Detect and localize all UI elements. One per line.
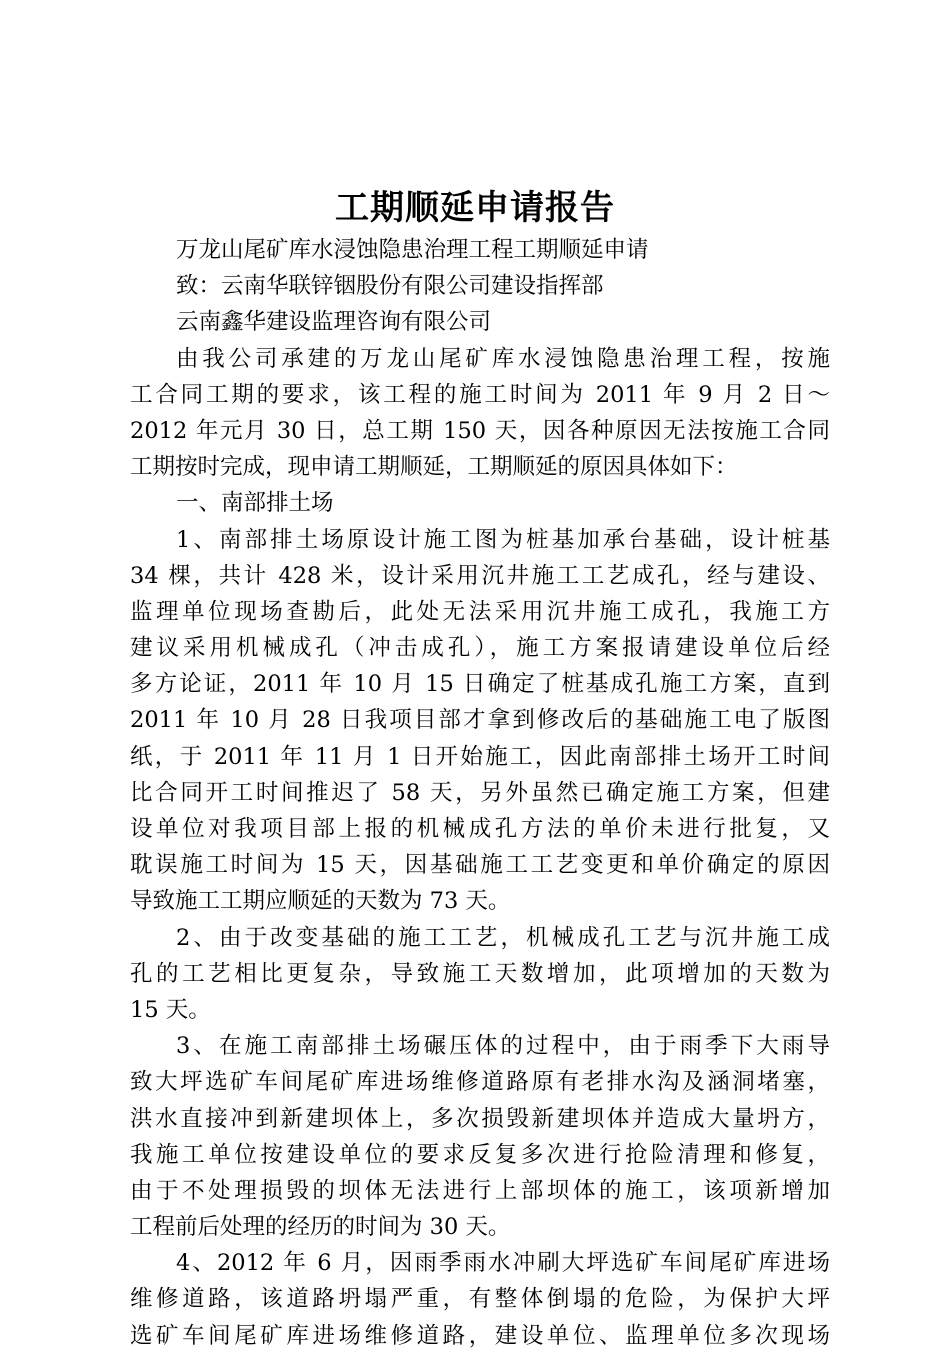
recipient-line-2: 云南鑫华建设监理咨询有限公司	[176, 309, 492, 336]
project-line: 万龙山尾矿库水浸蚀隐患治理工程工期顺延申请	[176, 237, 649, 263]
body-line: 工合同工期的要求，该工程的施工时间为 2011 年 9 月 2 日～	[130, 381, 830, 408]
body-line: 15 天。	[130, 996, 211, 1023]
body-line: 2、由于改变基础的施工工艺，机械成孔工艺与沉井施工成	[176, 924, 830, 951]
body-line: 选矿车间尾矿库进场维修道路，建设单位、监理单位多次现场	[130, 1322, 830, 1349]
body-line: 洪水直接冲到新建坝体上，多次损毁新建坝体并造成大量坍方，	[130, 1105, 830, 1132]
body-line: 工期按时完成，现申请工期顺延，工期顺延的原因具体如下：	[130, 454, 738, 481]
body-line: 由我公司承建的万龙山尾矿库水浸蚀隐患治理工程，按施	[176, 345, 830, 372]
body-line: 孔的工艺相比更复杂，导致施工天数增加，此项增加的天数为	[130, 960, 830, 987]
body-line: 比合同开工时间推迟了 58 天，另外虽然已确定施工方案，但建	[130, 779, 830, 806]
body-line: 2011 年 10 月 28 日我项目部才拿到修改后的基础施工电了版图	[130, 707, 830, 734]
body-line: 多方论证，2011 年 10 月 15 日确定了桩基成孔施工方案，直到	[130, 671, 830, 698]
body-line: 纸，于 2011 年 11 月 1 日开始施工，因此南部排土场开工时间	[130, 743, 830, 770]
body-line: 致大坪选矿车间尾矿库进场维修道路原有老排水沟及涵洞堵塞，	[130, 1069, 830, 1096]
document-body	[130, 232, 830, 1354]
body-line: 我施工单位按建设单位的要求反复多次进行抢险清理和修复，	[130, 1141, 830, 1168]
body-line: 维修道路，该道路坍塌严重，有整体倒塌的危险，为保护大坪	[130, 1286, 830, 1313]
recipient-line: 致：云南华联锌铟股份有限公司建设指挥部	[176, 273, 604, 300]
body-line: 4、2012 年 6 月，因雨季雨水冲刷大坪选矿车间尾矿库进场	[176, 1250, 830, 1277]
body-line: 1、南部排土场原设计施工图为桩基加承台基础，设计桩基	[176, 526, 830, 553]
body-line: 监理单位现场查勘后，此处无法采用沉井施工成孔，我施工方	[130, 598, 830, 625]
body-line: 耽误施工时间为 15 天，因基础施工工艺变更和单价确定的原因	[130, 852, 830, 879]
body-line: 34 棵，共计 428 米，设计采用沉井施工工艺成孔，经与建设、	[130, 562, 830, 589]
body-line: 由于不处理损毁的坝体无法进行上部坝体的施工，该项新增加	[130, 1177, 830, 1204]
document-title: 工期顺延申请报告	[335, 188, 615, 228]
body-line: 导致施工工期应顺延的天数为 73 天。	[130, 888, 511, 915]
body-line: 设单位对我项目部上报的机械成孔方法的单价未进行批复，又	[130, 816, 830, 842]
body-line: 3、在施工南部排土场碾压体的过程中，由于雨季下大雨导	[176, 1033, 830, 1060]
section-heading: 一、南部排土场	[176, 490, 334, 517]
body-line: 工程前后处理的经历的时间为 30 天。	[130, 1214, 511, 1241]
body-line: 建议采用机械成孔（冲击成孔），施工方案报请建设单位后经	[130, 635, 830, 662]
body-line: 2012 年元月 30 日，总工期 150 天，因各种原因无法按施工合同	[130, 417, 830, 444]
